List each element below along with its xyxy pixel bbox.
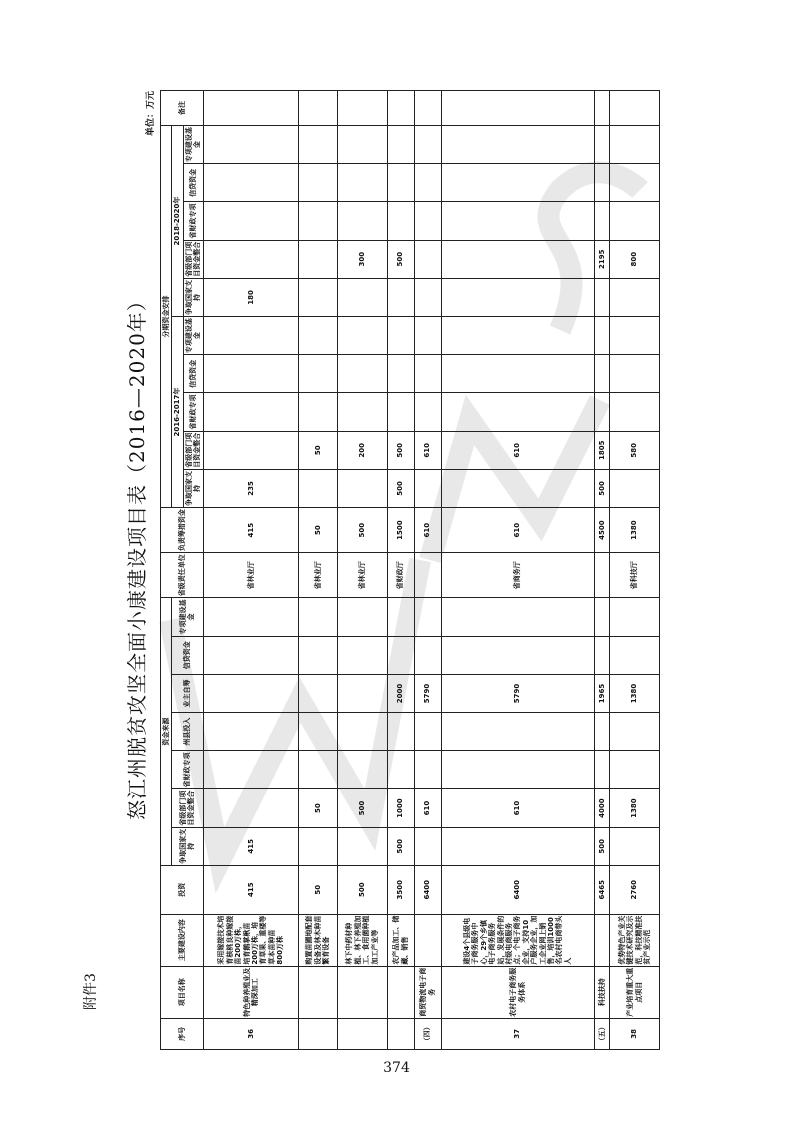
cell-a-prov-fin [203,393,299,431]
cell-resp-fund: 610 [414,508,441,553]
cell-a-special [387,317,414,355]
cell-a-special [610,317,660,355]
cell-a-loan [299,355,337,393]
cell-b-central [299,278,337,316]
cell-resp-unit [594,553,610,598]
header-p1-prov-dept: 省级部门项目资金整合 [184,432,202,468]
cell-resp-fund: 50 [299,508,337,553]
cell-a-central [414,469,441,507]
cell-invest: 500 [337,865,387,914]
cell-seq: 36 [203,1018,299,1049]
cell-name: 产业培育重大重点项目 [610,966,660,1018]
cell-central [337,827,387,865]
cell-special [414,598,441,636]
cell-a-loan [441,355,594,393]
header-p1-loan: 信贷资金 [183,355,203,393]
cell-a-loan [610,355,660,393]
cell-resp-unit: 省林业厅 [299,553,337,598]
cell-special [594,598,610,636]
cell-content: 林下中药材种植、林下养殖加工、食用菌种植加工产业等 [337,914,387,966]
cell-invest: 6400 [441,865,594,914]
cell-resp-unit: 省科技厅 [610,553,660,598]
cell-content [594,914,610,966]
cell-seq: 37 [441,1018,594,1049]
cell-a-central [337,469,387,507]
cell-a-prov-dept: 1805 [594,431,610,469]
cell-prov-fin [203,751,299,789]
cell-a-prov-fin [594,393,610,431]
cell-special [299,598,337,636]
page-number: 374 [383,1060,410,1076]
cell-b-prov-dept: 2195 [594,240,610,278]
header-resp-fund: 负责筹措资金 [161,508,204,553]
cell-a-special [203,317,299,355]
cell-resp-fund: 500 [337,508,387,553]
cell-a-loan [337,355,387,393]
cell-content: 采用嫁接技术培育核桃良种嫁接苗200万株，培育鹅掌楸苗200万株，培育草果、重楼等草本苗种苗800万株 [203,914,299,966]
cell-a-central [441,469,594,507]
cell-county [203,713,299,751]
cell-b-prov-fin [414,202,441,240]
cell-a-prov-fin [387,393,414,431]
cell-enterprise [299,674,337,712]
cell-b-prov-fin [299,202,337,240]
cell-b-prov-dept [441,240,594,278]
cell-a-loan [203,355,299,393]
cell-content: 购置苗圃地配套设备及林木种苗繁育设备 [299,914,337,966]
cell-b-prov-dept [414,240,441,278]
cell-resp-unit: 省林业厅 [203,553,299,598]
cell-name: 科技扶持 [594,966,610,1018]
cell-b-prov-fin [610,202,660,240]
cell-seq: （四） [414,1018,441,1049]
cell-b-central: 180 [203,278,299,316]
cell-a-special [299,317,337,355]
annex-label: 附件3 [83,973,99,1010]
cell-loan [203,636,299,674]
header-p1-prov-fin: 省财政专项 [183,393,203,431]
cell-content: 优势特色产业关键技术研究及示范，科技精准扶贫产业示范 [610,914,660,966]
cell-county [387,713,414,751]
cell-enterprise [203,674,299,712]
cell-county [337,713,387,751]
cell-central: 500 [594,827,610,865]
cell-b-central [610,278,660,316]
cell-loan [441,636,594,674]
table-row [203,91,299,1050]
cell-county [594,713,610,751]
cell-central [299,827,337,865]
header-prov-fin: 省财政专项 [172,751,203,789]
cell-b-loan [299,164,337,202]
header-p2-prov-dept: 省级部门项目资金整合 [184,241,202,277]
table-row [414,91,441,1050]
cell-enterprise [337,674,387,712]
cell-name: 商贸物流电子商务 [414,966,441,1018]
cell-resp-fund: 1380 [610,508,660,553]
cell-name: 农村电子商务服务体系 [441,966,594,1018]
cell-special [610,598,660,636]
cell-a-prov-dept: 610 [441,431,594,469]
header-remark: 备注 [161,91,204,126]
cell-prov-fin [337,751,387,789]
cell-seq [387,1018,414,1049]
cell-a-prov-fin [610,393,660,431]
cell-special [387,598,414,636]
header-period-1: 2016-2017年 [172,317,183,508]
table-row [594,91,610,1050]
cell-a-loan [594,355,610,393]
cell-resp-unit: 省财政厅 [387,553,414,598]
cell-a-special [337,317,387,355]
cell-b-loan [203,164,299,202]
unit-label: 单位：万元 [146,90,156,136]
cell-b-prov-fin [387,202,414,240]
cell-special [337,598,387,636]
cell-prov-dept: 610 [441,789,594,827]
cell-b-prov-dept [203,240,299,278]
cell-b-prov-fin [203,202,299,240]
cell-seq [337,1018,387,1049]
cell-prov-dept: 500 [337,789,387,827]
cell-prov-fin [299,751,337,789]
cell-enterprise: 5790 [414,674,441,712]
cell-central [441,827,594,865]
cell-loan [610,636,660,674]
table-row [441,91,594,1050]
header-special: 专项建设基金 [172,598,203,636]
header-p2-loan: 信贷资金 [183,164,203,202]
cell-remark [610,91,660,126]
cell-b-special [203,126,299,164]
cell-a-special [441,317,594,355]
cell-invest: 50 [299,865,337,914]
header-county: 州县投入 [172,713,203,751]
cell-remark [387,91,414,126]
cell-prov-dept: 1000 [387,789,414,827]
cell-remark [414,91,441,126]
cell-b-prov-fin [337,202,387,240]
cell-special [203,598,299,636]
cell-seq: 38 [610,1018,660,1049]
cell-resp-unit: 省林业厅 [337,553,387,598]
cell-central [414,827,441,865]
header-seq: 序号 [161,1018,204,1049]
cell-prov-dept [203,789,299,827]
cell-b-special [414,126,441,164]
header-content: 主要建设内容 [161,914,204,966]
cell-name [387,966,414,1018]
header-loan: 信贷资金 [172,636,203,674]
table-row [387,91,414,1050]
cell-b-prov-dept: 300 [337,240,387,278]
cell-a-central [299,469,337,507]
cell-remark [299,91,337,126]
cell-loan [299,636,337,674]
cell-a-special [594,317,610,355]
header-name: 项目名称 [161,966,204,1018]
table-row [299,91,337,1050]
cell-b-loan [414,164,441,202]
header-prov-dept: 省级部门项目资金整合 [172,789,203,827]
cell-b-special [610,126,660,164]
cell-b-central [414,278,441,316]
cell-seq [299,1018,337,1049]
cell-prov-fin [594,751,610,789]
cell-name [299,966,337,1018]
cell-content: 农产品加工、储藏、销售 [387,914,414,966]
cell-a-prov-fin [337,393,387,431]
header-fund-source: 资金来源 [161,598,172,866]
cell-prov-dept: 4000 [594,789,610,827]
cell-seq: （五） [594,1018,610,1049]
cell-invest: 3500 [387,865,414,914]
cell-loan [594,636,610,674]
cell-name: 特色种养殖业及精深加工 [203,966,299,1018]
cell-name [337,966,387,1018]
header-period-2: 2018-2020年 [172,126,183,317]
header-resp-unit: 省级责任单位 [161,553,204,598]
cell-central [610,827,660,865]
cell-invest: 6465 [594,865,610,914]
cell-a-central: 235 [203,469,299,507]
cell-county [441,713,594,751]
cell-remark [441,91,594,126]
cell-a-prov-fin [414,393,441,431]
cell-a-prov-fin [441,393,594,431]
cell-invest: 6400 [414,865,441,914]
cell-b-loan [594,164,610,202]
cell-enterprise: 2000 [387,674,414,712]
cell-b-central [337,278,387,316]
cell-loan [387,636,414,674]
cell-prov-dept: 50 [299,789,337,827]
header-phased: 分期资金安排 [161,126,172,508]
cell-content [414,914,441,966]
cell-resp-fund: 415 [203,508,299,553]
cell-enterprise: 1380 [610,674,660,712]
header-p1-special: 专项建设基金 [184,318,202,354]
cell-county [299,713,337,751]
cell-b-prov-fin [441,202,594,240]
cell-resp-unit: 省商务厅 [441,553,594,598]
cell-enterprise: 1965 [594,674,610,712]
cell-invest: 415 [203,865,299,914]
cell-b-special [441,126,594,164]
cell-a-prov-dept: 50 [299,431,337,469]
cell-loan [414,636,441,674]
cell-a-prov-dept: 500 [387,431,414,469]
cell-b-loan [387,164,414,202]
cell-b-special [594,126,610,164]
header-enterprise: 业主自筹 [172,674,203,712]
header-invest: 投资 [161,865,204,914]
cell-a-prov-dept: 610 [414,431,441,469]
cell-central: 415 [203,827,299,865]
cell-b-prov-dept: 800 [610,240,660,278]
cell-enterprise: 5790 [441,674,594,712]
cell-resp-unit [414,553,441,598]
table-row [610,91,660,1050]
header-central: 争取国家支持 [172,827,203,865]
cell-b-central [441,278,594,316]
cell-resp-fund: 1500 [387,508,414,553]
cell-content: 建设4个县级电子商务服务中心，29个乡镇电子商务服务站，发展条件的村级电商服务点；个电子商务企业，支持10户服务企业，加工企业网上销售，培训1000名农村电商带头人 [441,914,594,966]
cell-a-loan [387,355,414,393]
cell-county [610,713,660,751]
cell-a-special [414,317,441,355]
cell-remark [594,91,610,126]
header-p1-central: 争取国家支持 [184,470,202,506]
cell-remark [337,91,387,126]
cell-b-loan [610,164,660,202]
cell-a-central [610,469,660,507]
cell-a-prov-dept: 200 [337,431,387,469]
cell-b-prov-fin [594,202,610,240]
cell-invest: 2760 [610,865,660,914]
cell-b-prov-dept [299,240,337,278]
cell-a-central: 500 [387,469,414,507]
cell-central: 500 [387,827,414,865]
cell-prov-fin [387,751,414,789]
cell-prov-dept: 610 [414,789,441,827]
cell-a-prov-dept [203,431,299,469]
project-table [160,90,660,1050]
cell-prov-fin [414,751,441,789]
cell-b-loan [337,164,387,202]
header-p2-prov-fin: 省财政专项 [183,202,203,240]
header-p2-central: 争取国家支持 [184,279,202,315]
page-title: 怒江州脱贫攻坚全面小康建设项目表（2016—2020年） [125,290,149,820]
cell-b-prov-dept: 500 [387,240,414,278]
table-row [337,91,387,1050]
cell-a-loan [414,355,441,393]
cell-b-central [387,278,414,316]
cell-a-prov-dept: 580 [610,431,660,469]
cell-b-loan [441,164,594,202]
cell-special [441,598,594,636]
cell-loan [337,636,387,674]
header-p2-special: 专项建设基金 [184,127,202,163]
cell-a-central: 500 [594,469,610,507]
cell-b-central [594,278,610,316]
cell-b-special [299,126,337,164]
cell-resp-fund: 610 [441,508,594,553]
cell-prov-fin [610,751,660,789]
cell-b-special [337,126,387,164]
cell-county [414,713,441,751]
cell-remark [203,91,299,126]
cell-resp-fund: 4500 [594,508,610,553]
cell-b-special [387,126,414,164]
cell-a-prov-fin [299,393,337,431]
cell-prov-dept: 1380 [610,789,660,827]
cell-prov-fin [441,751,594,789]
